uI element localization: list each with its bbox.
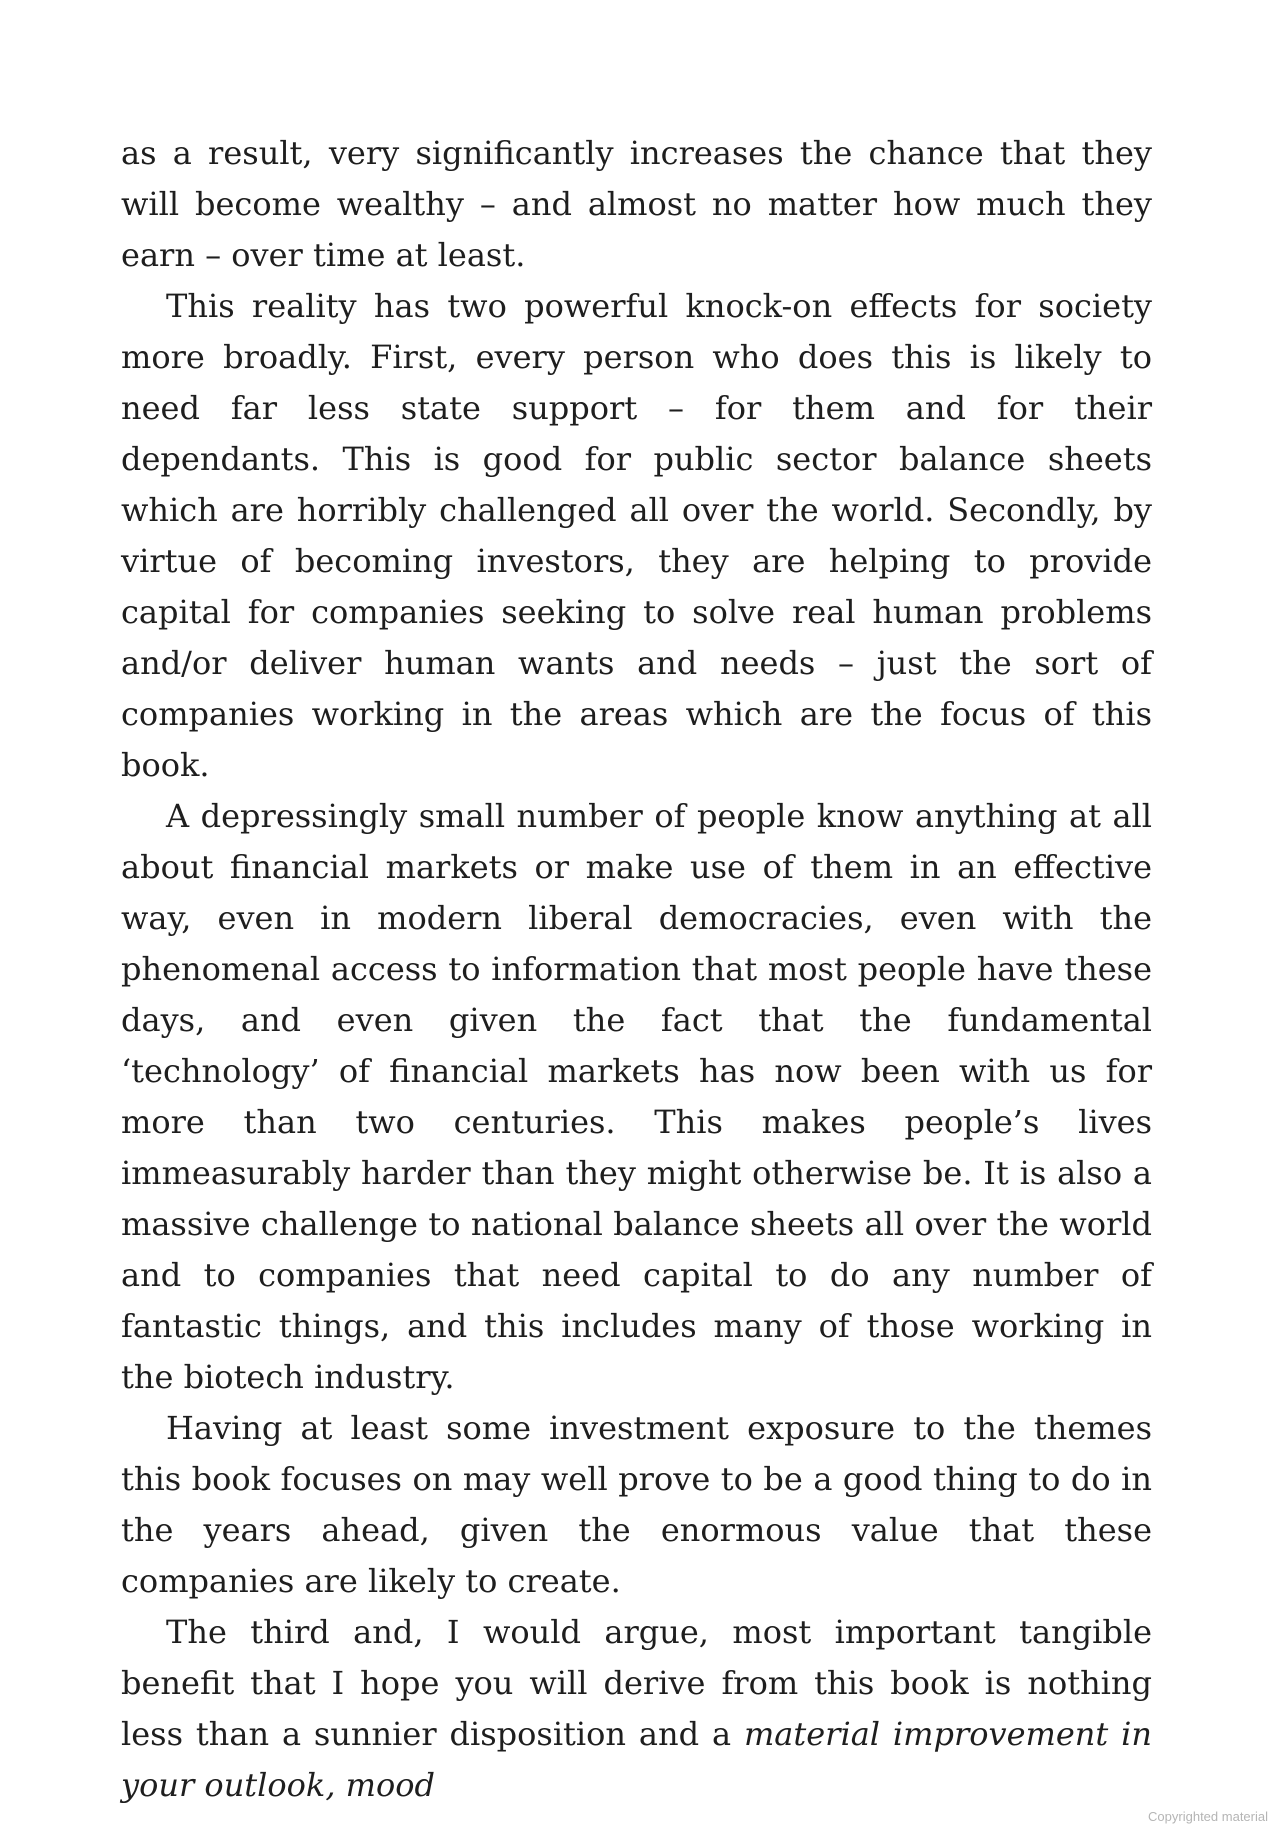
book-page-body	[121, 128, 1152, 1811]
paragraph-5-italic-text: material improvement in your outlook, mood	[121, 1715, 1153, 1804]
paragraph-4: Having at least some investment exposure to the themes this book focuses on may well prove to be a good thing to do in the years ahead, given the enormous value that these companies are likely to create.	[121, 1409, 1152, 1600]
paragraph-3: A depressingly small number of people know anything at all about financial markets or make use of them in an effective way, even in modern liberal democracies, even with the phenomenal access to information that most people have these days, and even given the fact that the fundamental ‘technology’ of financial markets has now been with us for more than two centuries. This makes people’s lives immeasurably harder than they might otherwise be. It is also a massive challenge to national balance sheets all over the world and to companies that need capital to do any number of fantastic things, and this includes many of those working in the biotech industry.	[121, 797, 1152, 1396]
paragraph-2: This reality has two powerful knock-on effects for society more broadly. First, every person who does this is likely to need far less state support – for them and for their dependants. This is good for public sector balance sheets which are horribly challenged all over the world. Secondly, by virtue of becoming investors, they are helping to provide capital for companies seeking to solve real human problems and/or deliver human wants and needs – just the sort of companies working in the areas which are the focus of this book.	[121, 287, 1152, 784]
paragraph-1: as a result, very significantly increases the chance that they will become wealthy – and almost no matter how much they earn – over time at least.	[121, 134, 1152, 274]
paragraph-5-text: The third and, I would argue, most important tangible benefit that I hope you will derive from this book is nothing less than a sunnier disposition and a	[121, 1613, 1152, 1753]
paragraph-5	[121, 1607, 1152, 1811]
copyright-watermark: Copyrighted material	[1148, 1809, 1268, 1824]
